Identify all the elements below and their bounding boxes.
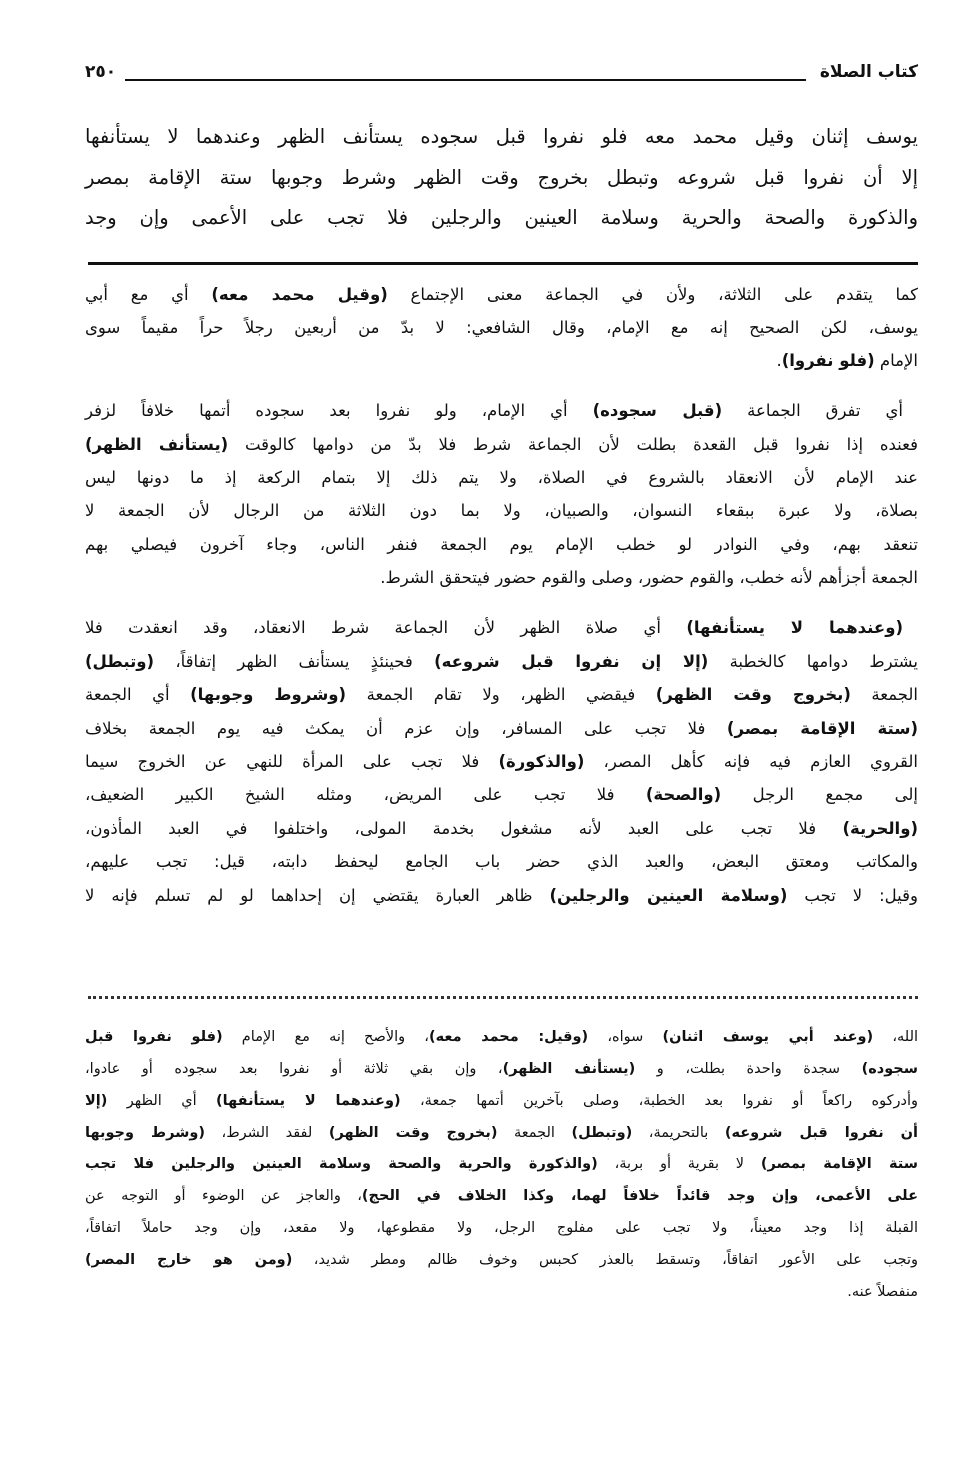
footnote-line bbox=[85, 1156, 918, 1172]
bold-quoted-text: (والذكورة والحرية والصحة وسلامة العينين والرجلين فلا تجب bbox=[85, 1156, 598, 1172]
main-text-line: يوسف إثنان وقيل محمد معه فلو نفروا قبل سجوده يستأنف الظهر وعندهما لا يستأنفها bbox=[85, 125, 918, 148]
text-segment: كما يتقدم على الثلاثة، ولأن في الجماعة معنى الإجتماع bbox=[387, 285, 918, 304]
commentary-line bbox=[85, 435, 918, 454]
header-rule bbox=[125, 79, 806, 81]
bold-quoted-text: (فلو نفروا قبل bbox=[85, 1029, 223, 1045]
text-segment: الجمعة bbox=[850, 685, 918, 704]
bold-quoted-text: (فلو نفروا) bbox=[781, 351, 875, 370]
text-segment: أي الجمعة bbox=[85, 685, 191, 704]
text-segment: فلا تجب على العبد لأنه مشغول بخدمة المولى، واختلفوا في العبد المأذون، bbox=[85, 819, 843, 838]
text-segment: أي مع أبي bbox=[85, 285, 212, 304]
text-segment: فلا تجب على المسافر، وإن عزم أن يمكث فيه يوم الجمعة بخلاف bbox=[85, 719, 727, 738]
commentary-line bbox=[85, 535, 918, 554]
bold-quoted-text: (وقيل محمد معه) bbox=[211, 285, 388, 304]
text-segment: فلا تجب على المرأة للنهي عن الخروج سيما bbox=[85, 752, 499, 771]
text-segment: أي الإمام، ولو نفروا بعد سجوده أتمها خلافاً لزفر bbox=[85, 401, 593, 420]
commentary-line bbox=[85, 685, 918, 704]
commentary-line bbox=[85, 618, 903, 637]
footnote-line bbox=[85, 1061, 918, 1077]
commentary-line bbox=[85, 401, 903, 420]
bold-quoted-text: (إلا bbox=[85, 1093, 108, 1109]
bold-quoted-text: (قبل سجوده) bbox=[592, 401, 723, 420]
text-segment: لا بقرية أو بربة، bbox=[597, 1156, 761, 1172]
bold-quoted-text: (بخروج وقت الظهر) bbox=[655, 685, 851, 704]
footnote-line bbox=[85, 1093, 918, 1109]
text-segment: فلا تجب على المريض، ومثله الشيخ الكبير الضعيف، bbox=[85, 785, 646, 804]
bold-quoted-text: (ستة الإقامة بمصر) bbox=[726, 719, 919, 738]
commentary-line bbox=[85, 318, 918, 337]
bold-quoted-text: (والذكورة) bbox=[498, 752, 585, 771]
bold-quoted-text: (إلا إن نفروا قبل شروعه) bbox=[434, 652, 709, 671]
text-segment: عند الإمام لأن الانعقاد بالشروع في الصلاة، ولا يتم ذلك إلا بتمام الركعة إذ ما دونها ليس bbox=[85, 468, 918, 487]
text-segment: الله، bbox=[873, 1029, 919, 1045]
page-number: ٢٥٠ bbox=[85, 62, 117, 82]
text-segment: منفصلاً عنه. bbox=[847, 1284, 918, 1300]
commentary-line bbox=[85, 886, 918, 905]
bold-quoted-text: (يستأنف الظهر) bbox=[85, 435, 229, 454]
text-segment: أي الظهر bbox=[107, 1093, 216, 1109]
bold-quoted-text: (وتبطل) bbox=[571, 1125, 633, 1141]
bold-quoted-text: أن نفروا قبل شروعه) bbox=[724, 1125, 919, 1141]
commentary-line bbox=[85, 752, 918, 771]
bold-quoted-text: (يستأنف الظهر) bbox=[502, 1061, 636, 1077]
bold-quoted-text: (وشروط وجوبها) bbox=[190, 685, 347, 704]
text-segment: فيقضي الظهر، ولا تقام الجمعة bbox=[346, 685, 656, 704]
bold-quoted-text: (والحرية) bbox=[842, 819, 918, 838]
commentary-line bbox=[85, 819, 918, 838]
bold-quoted-text: (وسلامة العينين والرجلين) bbox=[549, 886, 788, 905]
footnote-line bbox=[85, 1188, 918, 1204]
commentary-line bbox=[85, 719, 918, 738]
text-segment: القروي العازم فيه فإنه كأهل المصر، bbox=[584, 752, 918, 771]
bold-quoted-text: (وعندهما لا يستأنفها) bbox=[216, 1093, 401, 1109]
footnote-line bbox=[85, 1125, 918, 1141]
text-segment: أي صلاة الظهر لأن الجماعة شرط الانعقاد، وقد انعقدت فلا bbox=[85, 618, 687, 637]
bold-quoted-text: سجوده) bbox=[861, 1061, 918, 1077]
text-segment: بصلاة، ولا عبرة ببقعاء النسوان، والصبيان، ولا بما دون الثلاثة من الرجال لأن الجمعة لا bbox=[85, 501, 918, 520]
text-segment: فحينئذٍ يستأنف الظهر إتفاقاً، bbox=[154, 652, 435, 671]
text-segment: وأدركوه راكعاً أو نفروا بعد الخطبة، وصلى بآخرين أتمها جمعة، bbox=[400, 1093, 919, 1109]
bold-quoted-text: (وعند أبي يوسف اثنان) bbox=[662, 1029, 874, 1045]
footnote-line bbox=[85, 1252, 918, 1268]
main-text-line: والذكورة والصحة والحرية وسلامة العينين والرجلين فلا تجب على الأعمى وإن وجد bbox=[85, 206, 918, 229]
main-text-divider bbox=[88, 262, 918, 265]
text-segment: ، والعاجز عن الوضوء أو التوجه عن bbox=[85, 1188, 362, 1204]
footnote-divider bbox=[88, 996, 918, 999]
text-segment: والمكاتب ومعتق البعض، والعبد الذي حضر باب الجامع ليحفظ دابته، قيل: تجب عليهم، bbox=[85, 852, 918, 871]
main-text-line: إلا أن نفروا قبل شروعه وتبطل بخروج وقت الظهر وشرط وجوبها ستة الإقامة بمصر bbox=[85, 165, 918, 189]
commentary-line bbox=[85, 568, 918, 587]
text-segment: تنعقد بهم، وفي النوادر لو خطب الإمام يوم الجمعة فنفر الناس، وجاء آخرون فيصلي بهم bbox=[85, 535, 918, 554]
bold-quoted-text: (وعندهما لا يستأنفها) bbox=[686, 618, 903, 637]
text-segment: إلى مجمع الرجل bbox=[721, 785, 918, 804]
commentary-line bbox=[85, 285, 918, 304]
commentary-line bbox=[85, 351, 918, 370]
book-title: كتاب الصلاة bbox=[819, 62, 918, 82]
bold-quoted-text: (وشرط وجوبها bbox=[85, 1125, 205, 1141]
text-segment: ، والأصح إنه مع الإمام bbox=[222, 1029, 429, 1045]
bold-quoted-text: (ومن هو خارج المصر) bbox=[85, 1252, 293, 1268]
bold-quoted-text: (وقيل: محمد معه) bbox=[429, 1029, 589, 1045]
text-segment: . bbox=[776, 351, 782, 370]
text-segment: سجدة واحدة بطلت، و bbox=[635, 1061, 862, 1077]
bold-quoted-text: (والصحة) bbox=[645, 785, 722, 804]
commentary-line bbox=[85, 501, 918, 520]
text-segment: ، وإن بقي ثلاثة أو نفروا بعد سجوده أو عادوا، bbox=[85, 1061, 503, 1077]
footnote-line bbox=[85, 1284, 918, 1300]
bold-quoted-text: ستة الإقامة بمصر) bbox=[760, 1156, 918, 1172]
commentary-line bbox=[85, 785, 918, 804]
text-segment: يوسف، لكن الصحيح إنه مع الإمام، وقال الشافعي: لا بدّ من أربعين رجلاً حراً مقيماً سوى bbox=[85, 318, 918, 337]
text-segment: القبلة إذا وجد معيناً، ولا تجب على مفلوج الرجل، ولا مقطوعها، ولا مقعد، وإن وجد حاملاً اتفاقاً، bbox=[85, 1220, 918, 1236]
commentary-line bbox=[85, 652, 918, 671]
commentary-line bbox=[85, 468, 918, 487]
text-segment: وقيل: لا تجب bbox=[787, 886, 918, 905]
text-segment: فعنده إذا نفروا قبل القعدة بطلت لأن الجماعة شرط فلا بدّ من دوامها كالوقت bbox=[228, 435, 918, 454]
text-segment: يشترط دوامها كالخطبة bbox=[708, 652, 918, 671]
footnote-line bbox=[85, 1220, 918, 1236]
text-segment: لفقد الشرط، bbox=[205, 1125, 329, 1141]
footnote-line bbox=[85, 1029, 918, 1045]
running-header bbox=[85, 62, 918, 86]
bold-quoted-text: على الأعمى، وإن وجد قائداً خلافاً لهما، وكذا الخلاف في الحج) bbox=[361, 1188, 918, 1204]
text-segment: وتجب على الأعور اتفاقاً، وتسقط بالعذر كحبس وخوف ظالم ومطر شديد، bbox=[292, 1252, 918, 1268]
text-segment: الجمعة أجزأهم لأنه خطب، والقوم حضور، وصلى والقوم حضور فيتحقق الشرط. bbox=[380, 568, 918, 587]
text-segment: سواه، bbox=[588, 1029, 663, 1045]
commentary-line bbox=[85, 852, 918, 871]
text-segment: ظاهر العبارة يقتضي إن إحداهما لو لم تسلم فإنه لا bbox=[85, 886, 550, 905]
bold-quoted-text: (وتبطل) bbox=[85, 652, 155, 671]
text-segment: الإمام bbox=[874, 351, 918, 370]
text-segment: أي تفرق الجماعة bbox=[722, 401, 903, 420]
text-segment: بالتحريمة، bbox=[632, 1125, 725, 1141]
bold-quoted-text: (بخروج وقت الظهر) bbox=[328, 1125, 498, 1141]
text-segment: الجمعة bbox=[497, 1125, 572, 1141]
